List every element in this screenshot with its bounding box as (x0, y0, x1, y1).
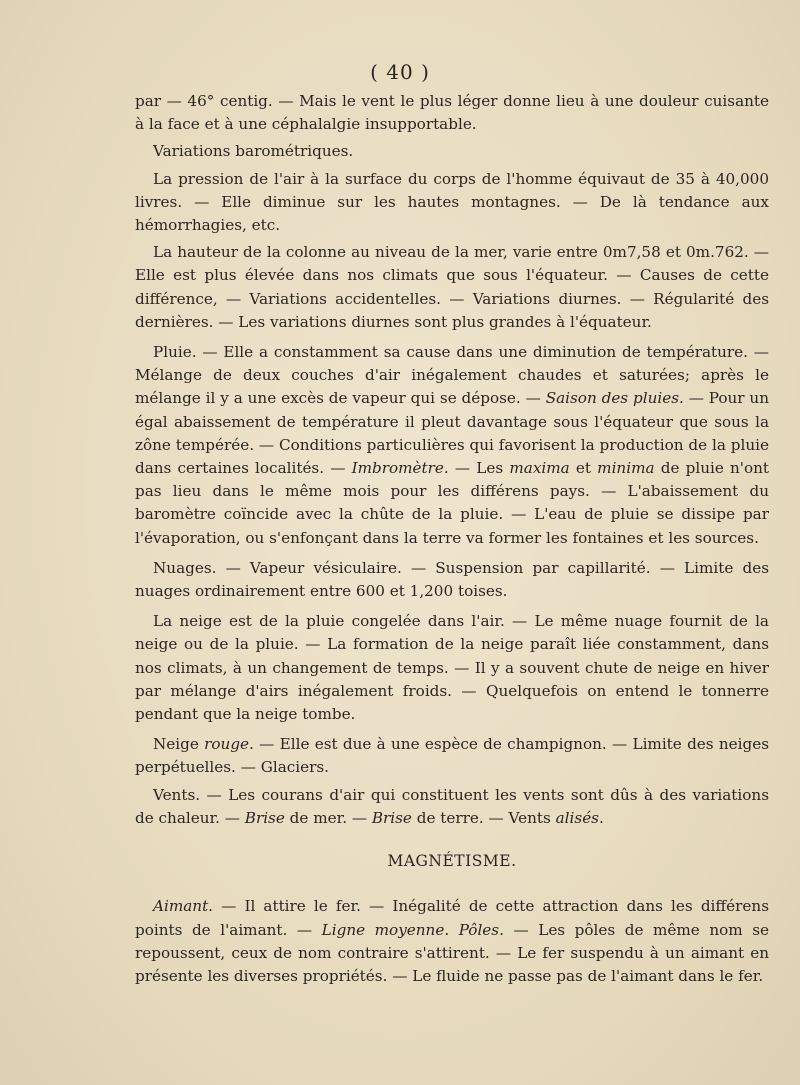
paragraph-clouds: Nuages. — Vapeur vésiculaire. — Suspension par capillarité. — Limite des nuages ordinairement entre 600 et 1,200 toises. (135, 558, 769, 601)
red-snow-term: rouge (204, 735, 250, 754)
trade-winds-term: alisés (555, 808, 599, 827)
rain-text-3: — Les (448, 459, 510, 478)
paragraph-1: par — 46° centig. — Mais le vent le plus léger donne lieu à une douleur cuisante à la face et à une céphalalgie insupportable. (135, 92, 769, 134)
body-text (135, 90, 769, 988)
magnet-text-2: — Les pôles de même nom se repoussent, ceux de nom contraire s'attirent. — Le fer suspendu à un aimant en présente les diverses propriétés. — Le fluide ne passe pas de l'aimant dans le fer. (135, 920, 769, 985)
paragraph-snow: La neige est de la pluie congelée dans l'air. — Le même nuage fournit de la neige ou de la pluie. — La formation de la neige paraît liée constamment, dans nos climats, à un changement de temps. — Il y a souvent chute de neige en hiver par mélange d'airs inégalement froids. — Quelquefois on entend le tonnerre pendant que la neige tombe. (135, 612, 769, 724)
sea-breeze-term: Brise (244, 808, 285, 827)
paragraph-column-height: La hauteur de la colonne au niveau de la mer, varie entre 0m7,58 et 0m.762. — Elle est plus élevée dans nos climats que sous l'équateur. — Causes de cette différence, — Variations accidentelles. — Variations diurnes. — Régularité des dernières. — Les variations diurnes sont plus grandes à l'équateur. (135, 243, 769, 331)
poles-term: Ligne moyenne. Pôles. (321, 920, 504, 939)
magnet-text-1: — Il attire le fer. — Inégalité de cette attraction dans les différens points de l'aimant. — (135, 897, 769, 939)
rain-maxima-term: maxima (509, 459, 570, 478)
rain-minima-term: minima (597, 459, 655, 478)
winds-text-4: . (598, 808, 604, 827)
page-number: ( 40 ) (370, 60, 430, 84)
red-snow-text-2: . — Elle est due à une espèce de champignon. — Limite des neiges perpétuelles. — Glaciers. (135, 735, 769, 777)
paragraph-magnet (135, 895, 769, 988)
rain-text-2: — Pour un égal abaissement de température il pleut davantage sous l'équateur que sous la zône tempérée. — Conditions particulières qui favorisent la production de la pluie dans certaines localités. — (135, 389, 769, 478)
paragraph-winds (135, 784, 769, 830)
land-breeze-term: Brise (371, 808, 412, 827)
rain-season-term: Saison des pluies. (545, 389, 684, 408)
rain-text-5: de pluie n'ont pas lieu dans le même mois pour les différens pays. — L'abaissement du baromètre coïncide avec la chûte de la pluie. — L'eau de pluie se dissipe par l'évaporation, ou s'enfonçant dans la terre va former les fontaines et les sources. (135, 459, 769, 547)
rain-text-1: Pluie. — Elle a constamment sa cause dans une diminution de température. — Mélange de deux couches d'air inégalement chaudes et saturées; après le mélange il y a une excès de vapeur qui se dépose. — (135, 343, 769, 408)
magnet-term: Aimant. (153, 897, 213, 916)
winds-text-3: de terre. — Vents (411, 808, 556, 827)
paragraph-rain (135, 341, 769, 550)
red-snow-text-1: Neige (153, 735, 205, 754)
paragraph-air-pressure: La pression de l'air à la surface du corps de l'homme équivaut de 35 à 40,000 livres. — Elle diminue sur les hautes montagnes. — De là tendance aux hémorrhagies, etc. (135, 169, 769, 235)
section-title-magnetism: MAGNÉTISME. (387, 852, 517, 871)
winds-text-2: de mer. — (284, 808, 372, 827)
paragraph-barometric-heading: Variations barométriques. (153, 142, 354, 161)
rain-text-4: et (569, 459, 598, 478)
paragraph-red-snow (135, 733, 769, 779)
winds-text-1: Vents. — Les courans d'air qui constituent les vents sont dûs à des variations de chaleur. — (135, 785, 769, 827)
rain-gauge-term: Imbromètre. (351, 459, 449, 478)
